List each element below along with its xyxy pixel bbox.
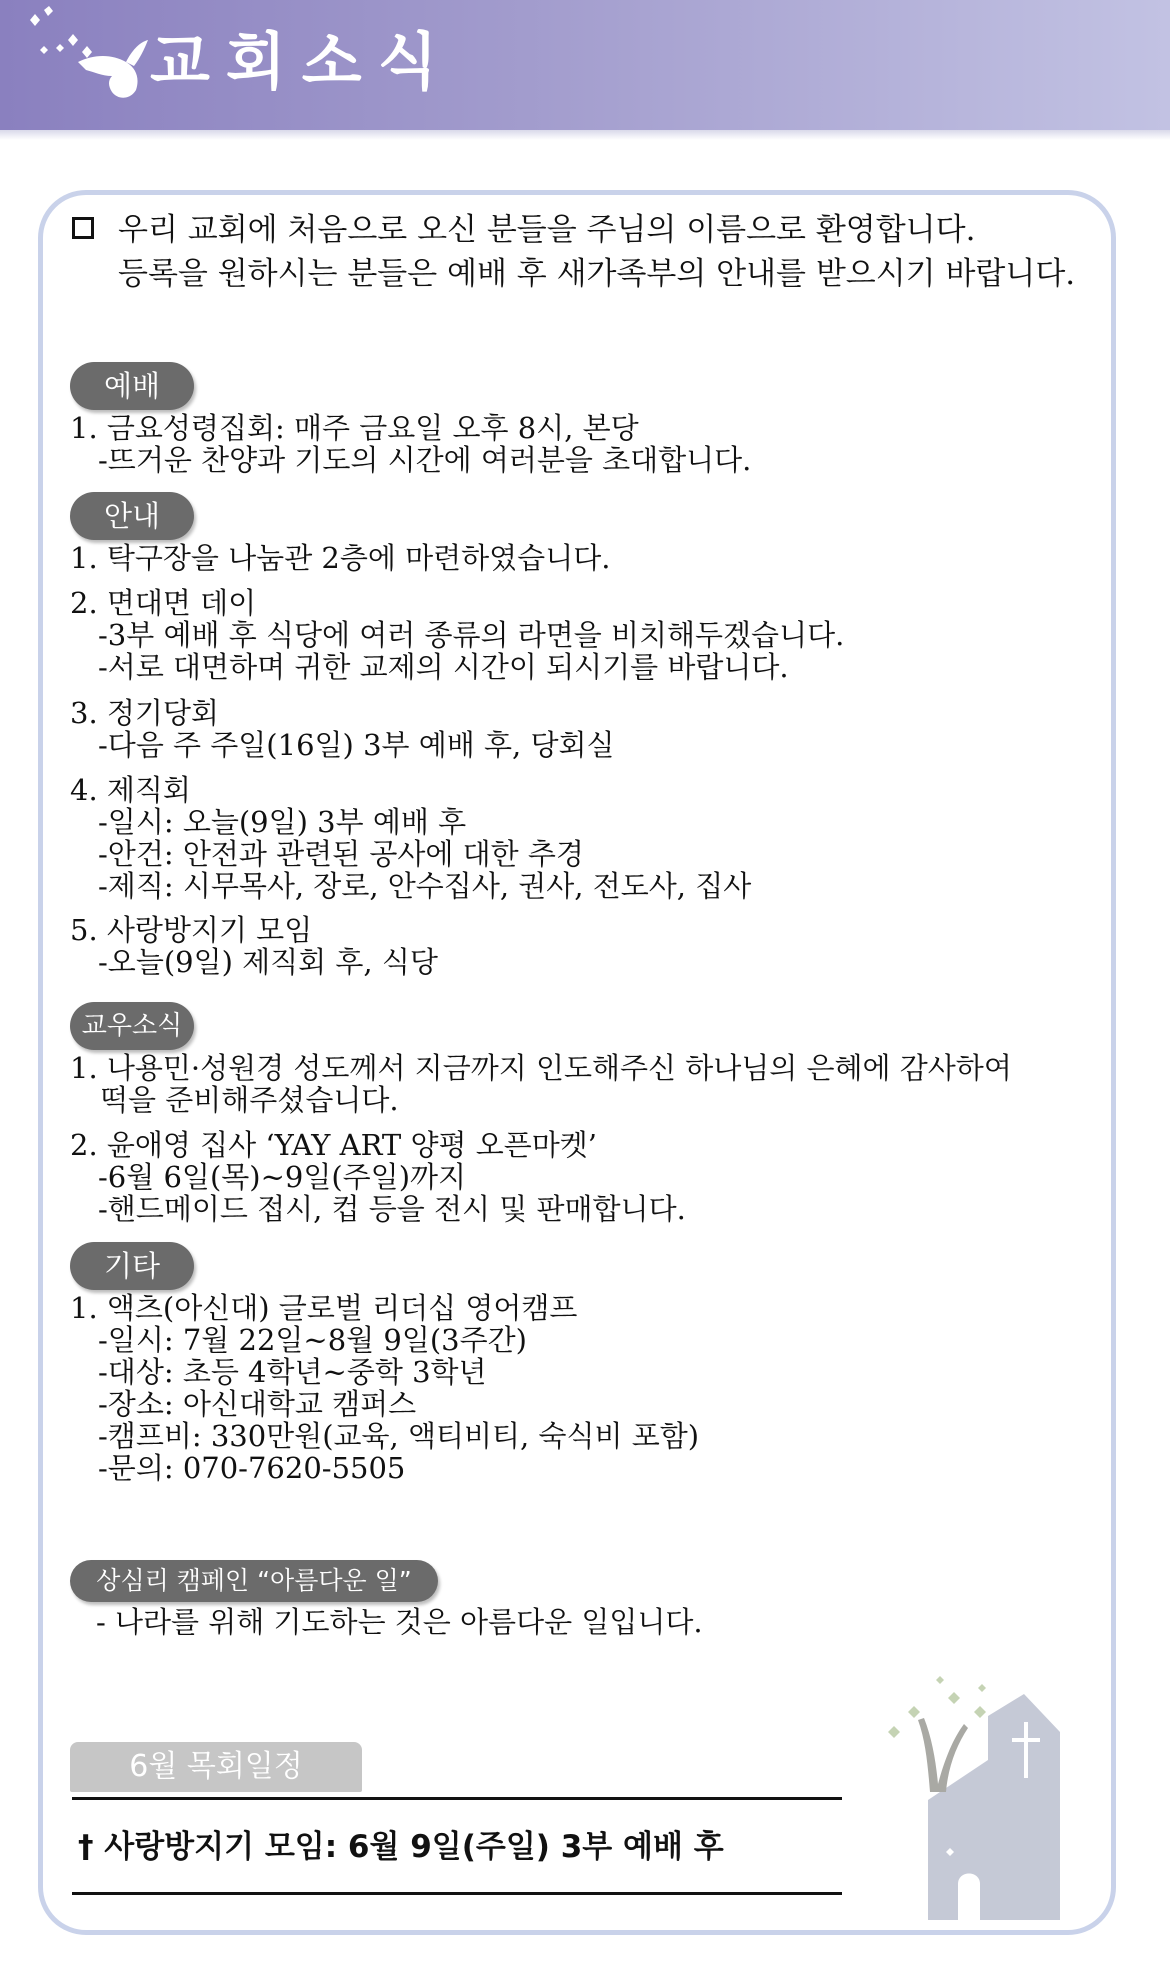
- notice-item-4: [70, 774, 751, 902]
- section-label-worship: 예배: [70, 362, 194, 410]
- checkbox-bullet-icon: [72, 217, 94, 239]
- etc-item-1-title: 1. 액츠(아신대) 글로벌 리더십 영어캠프: [70, 1291, 578, 1325]
- page-title: 교회소식: [150, 25, 454, 98]
- notice-item-4-detail-3: -제직: 시무목사, 장로, 안수집사, 권사, 전도사, 집사: [98, 869, 752, 903]
- etc-item-1-detail-1: -일시: 7월 22일~8월 9일(3주간): [98, 1323, 527, 1357]
- notice-item-3-title: 3. 정기당회: [70, 696, 219, 730]
- members-item-2-detail-1: -6월 6일(목)~9일(주일)까지: [98, 1160, 467, 1194]
- welcome-line-2: 등록을 원하시는 분들은 예배 후 새가족부의 안내를 받으시기 바랍니다.: [118, 256, 1076, 292]
- schedule-bottom-rule: [72, 1892, 842, 1895]
- notice-item-2-detail-2: -서로 대면하며 귀한 교제의 시간이 되시기를 바랍니다.: [98, 650, 789, 684]
- church-tree-illustration: [848, 1672, 1088, 1920]
- worship-item-1-detail: -뜨거운 찬양과 기도의 시간에 여러분을 초대합니다.: [98, 443, 752, 477]
- notice-item-3: [70, 697, 615, 761]
- notice-item-5-detail-1: -오늘(9일) 제직회 후, 식당: [98, 945, 438, 979]
- welcome-notice: [72, 208, 1075, 296]
- members-item-2-title: 2. 윤애영 집사 ‘YAY ART 양평 오픈마켓’: [70, 1128, 597, 1162]
- members-item-1: [70, 1052, 1012, 1116]
- section-label-etc: 기타: [70, 1242, 194, 1290]
- notice-item-2-title: 2. 면대면 데이: [70, 586, 257, 620]
- notice-item-3-detail-1: -다음 주 주일(16일) 3부 예배 후, 당회실: [98, 728, 615, 762]
- campaign-text: - 나라를 위해 기도하는 것은 아름다운 일입니다.: [96, 1605, 703, 1639]
- notice-item-5-title: 5. 사랑방지기 모임: [70, 913, 313, 947]
- schedule-top-rule: [72, 1797, 842, 1800]
- section-label-members: 교우소식: [70, 1002, 194, 1050]
- members-item-2: [70, 1129, 686, 1225]
- members-item-1-line-2: 떡을 준비해주셨습니다.: [100, 1083, 399, 1117]
- notice-item-4-detail-1: -일시: 오늘(9일) 3부 예배 후: [98, 805, 467, 839]
- notice-item-5: [70, 914, 438, 978]
- worship-item-1: [70, 412, 751, 476]
- section-label-notice: 안내: [70, 492, 194, 540]
- notice-item-2-detail-1: -3부 예배 후 식당에 여러 종류의 라면을 비치해두겠습니다.: [98, 618, 845, 652]
- header-shadow: [0, 130, 1170, 140]
- etc-item-1-detail-3: -장소: 아신대학교 캠퍼스: [98, 1387, 417, 1421]
- worship-item-1-title: 1. 금요성령집회: 매주 금요일 오후 8시, 본당: [70, 411, 639, 445]
- etc-item-1-detail-2: -대상: 초등 4학년~중학 3학년: [98, 1355, 487, 1389]
- welcome-line-1: 우리 교회에 처음으로 오신 분들을 주님의 이름으로 환영합니다.: [118, 212, 976, 248]
- schedule-item: † 사랑방지기 모임: 6월 9일(주일) 3부 예배 후: [78, 1829, 724, 1865]
- dove-icon: [22, 6, 152, 106]
- notice-item-1: 1. 탁구장을 나눔관 2층에 마련하였습니다.: [70, 541, 611, 575]
- section-label-campaign: 상심리 캠페인 “아름다운 일”: [70, 1560, 438, 1602]
- notice-item-4-title: 4. 제직회: [70, 773, 191, 807]
- members-item-2-detail-2: -핸드메이드 접시, 컵 등을 전시 및 판매합니다.: [98, 1192, 686, 1226]
- notice-item-2: [70, 587, 844, 683]
- etc-item-1: [70, 1292, 699, 1484]
- etc-item-1-detail-5: -문의: 070-7620-5505: [98, 1451, 406, 1485]
- members-item-1-line-1: 1. 나용민·성원경 성도께서 지금까지 인도해주신 하나님의 은혜에 감사하여: [70, 1051, 1012, 1085]
- etc-item-1-detail-4: -캠프비: 330만원(교육, 액티비티, 숙식비 포함): [98, 1419, 700, 1453]
- schedule-tab: 6월 목회일정: [70, 1742, 362, 1792]
- notice-item-4-detail-2: -안건: 안전과 관련된 공사에 대한 추경: [98, 837, 584, 871]
